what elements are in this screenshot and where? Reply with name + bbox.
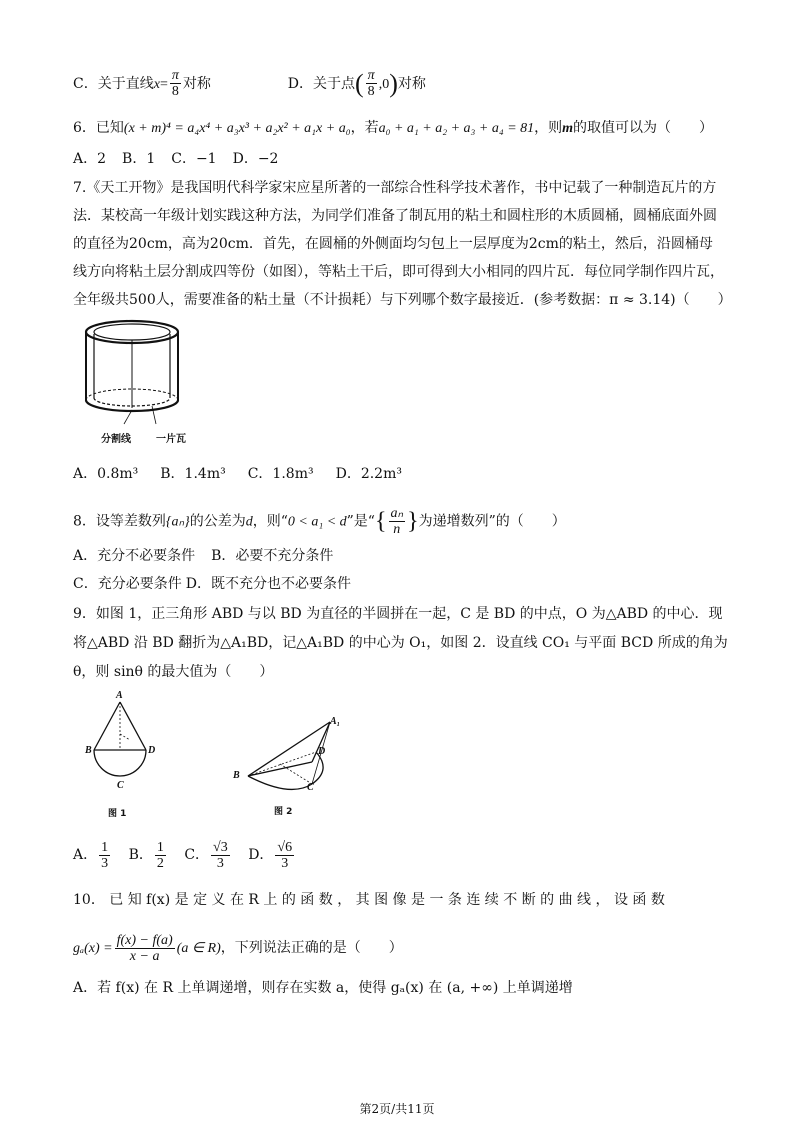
q9-fig1-label-b: B [85, 745, 92, 756]
q10-stem-line-1: 10． 已 知 f(x) 是 定 义 在 R 上 的 函 数 ， 其 图 像 是 一 条 连 续 不 断 的 曲 线 ， 设 函 数 [73, 892, 665, 908]
q9-option-a-letter: A． [73, 847, 98, 863]
q5-option-d-frac-den: 8 [367, 84, 375, 99]
q9-option-b [129, 838, 168, 872]
q9-option-b-letter: B． [128, 847, 153, 863]
q8-fraction [389, 506, 406, 537]
q9-option-b-den: 2 [156, 855, 164, 871]
q6-stem-end: 的取值可以为（ ） [573, 120, 714, 136]
q5-option-c-fraction [170, 68, 181, 99]
q7-option-b: B．1.4m³ [160, 466, 226, 482]
q6-options [73, 149, 294, 169]
page-footer: 第2页/共11页 [359, 1102, 435, 1116]
q9-stem-line-3: θ，则 sinθ 的最大值为（ ） [73, 664, 274, 680]
q5-option-c-var: x [153, 76, 160, 92]
q5-option-d-tail: ,0 [378, 76, 390, 92]
q9-option-c-num: √3 [213, 839, 228, 855]
q8-option-d: D．既不充分也不必要条件 [185, 576, 351, 592]
q8-frac-num: aₙ [390, 506, 404, 521]
q9-fig2-label-d: D [318, 746, 326, 757]
q7-figure-caption-split-line: 分割线 [101, 434, 131, 445]
q9-fig2-caption: 图 2 [274, 807, 293, 817]
q9-option-a [73, 838, 112, 872]
q7-cylinder-figure [80, 312, 190, 432]
q8-condition: 0 < a₁ < d [287, 514, 347, 530]
q7-stem-line-4: 线方向将粘土层分割成四等份（如图），等粘土干后，即可得到大小相同的四片瓦．每位同学制作四片瓦， [73, 264, 724, 280]
q6-stem-prefix: 6．已知 [73, 120, 124, 136]
q7-options [73, 464, 418, 484]
q7-stem-line-2: 法．某校高一年级计划实践这种方法，为同学们准备了制瓦用的粘土和圆柱形的木质圆桶，圆桶底面外圆 [73, 208, 717, 224]
q5-option-d-suffix: 对称 [397, 75, 426, 92]
q8-stem-c: ，则“ [252, 513, 288, 530]
q7-option-a: A．0.8m³ [73, 466, 139, 482]
q5-option-c [73, 68, 215, 99]
q10-g-lhs: gₐ(x) = [73, 941, 113, 956]
q9-figure-1 [82, 690, 172, 790]
q9-fig1-label-d: D [148, 745, 156, 756]
q7-option-c: C．1.8m³ [247, 466, 314, 482]
q10-g-fraction [115, 933, 175, 964]
q10-g-den: x − a [129, 948, 160, 964]
q5-option-c-eq: = [159, 76, 168, 92]
q9-option-d [248, 838, 296, 872]
q6-stem-mid: ，若 [350, 120, 379, 136]
q8-option-c: C．充分必要条件 [73, 576, 182, 592]
q6-expression: (x + m)⁴ = a₄x⁴ + a₃x³ + a₂x² + a₁x + a₀ [123, 121, 351, 136]
q7-stem-line-1: 7.《天工开物》是我国明代科学家宋应星所著的一部综合性科学技术著作，书中记载了一种制造瓦片的方 [73, 180, 717, 196]
q9-fig1-label-a: A [116, 690, 123, 701]
q5-option-c-suffix: 对称 [182, 75, 211, 92]
q9-stem-line-1: 9．如图 1，正三角形 ABD 与以 BD 为直径的半圆拼在一起，C 是 BD 的中点，O 为△ABD 的中心．现 [73, 606, 723, 622]
q7-stem-line-3: 的直径为20cm，高为20cm．首先，在圆桶的外侧面均匀包上一层厚度为2cm的粘土，然后，沿圆桶母 [73, 236, 713, 252]
q9-option-c-letter: C． [184, 847, 210, 863]
q8-stem-b: 的公差为 [189, 513, 246, 530]
q5-option-c-frac-num: π [171, 68, 179, 83]
q8-stem-a: 8．设等差数列 [73, 513, 166, 530]
q9-fig1-label-c: C [117, 780, 124, 791]
q9-fig2-label-a1: A₁ [330, 716, 341, 727]
q9-fig2-label-c: C [307, 782, 314, 793]
q9-option-b-num: 1 [156, 839, 164, 855]
q9-fig1-caption: 图 1 [108, 809, 127, 819]
q5-options-row [73, 68, 426, 99]
q9-figure-2 [240, 718, 340, 798]
q9-option-a-num: 1 [101, 839, 109, 855]
q8-d-var: d [245, 514, 253, 530]
q8-option-a: A．充分不必要条件 [73, 548, 196, 564]
q10-stem-line-2 [73, 930, 403, 967]
q6-m-var: m [562, 121, 574, 136]
q9-option-d-letter: D． [248, 847, 274, 863]
q6-option-b: B．1 [122, 151, 156, 167]
q7-figure-caption-tile: 一片瓦 [156, 434, 186, 445]
q6-option-a: A．2 [73, 151, 107, 167]
q9-option-d-num: √6 [277, 839, 293, 855]
q9-options [73, 838, 312, 872]
q6-option-c: C．−1 [171, 151, 217, 167]
q5-option-c-prefix: C．关于直线 [73, 75, 154, 92]
q8-options-row-2 [73, 574, 367, 594]
q5-option-d-frac-num: π [367, 68, 375, 83]
q5-option-c-frac-den: 8 [171, 84, 179, 99]
q8-sequence: {aₙ} [165, 514, 190, 530]
q6-stem-suffix: ，则 [534, 120, 563, 136]
q10-stem-suffix: ，下列说法正确的是（ ） [220, 940, 403, 956]
q6-stem [73, 118, 713, 139]
q9-option-a-den: 3 [101, 855, 109, 871]
q8-option-b: B．必要不充分条件 [211, 548, 334, 564]
q10-g-num: f(x) − f(a) [116, 932, 173, 948]
q8-options-row-1 [73, 546, 349, 566]
q9-fig2-label-b: B [233, 770, 240, 781]
q10-option-a: A．若 f(x) 在 R 上单调递增，则存在实数 a，使得 gₐ(x) 在 (a, +∞) 上单调递增 [73, 980, 573, 996]
q8-stem-e: 为递增数列”的（ ） [418, 513, 566, 530]
q9-option-d-den: 3 [281, 855, 289, 871]
q7-option-d: D．2.2m³ [335, 466, 402, 482]
q10-g-domain: (a ∈ R) [176, 941, 221, 956]
q9-option-c-den: 3 [216, 855, 224, 871]
q5-option-d-fraction [366, 68, 377, 99]
q5-option-d-prefix: D．关于点 [287, 75, 355, 92]
q8-stem: 8．设等差数列{aₙ}的公差为d，则“0 < a₁ < d”是“{ $\frac{\text{aₙ}}{n}$ }为递增数列”的（ ） [73, 506, 566, 537]
q6-condition: a₀ + a₁ + a₂ + a₃ + a₄ = 81 [378, 121, 535, 136]
q5-option-d: D．关于点( $\frac{\pi}{8}$ ,0)对称 [287, 68, 426, 99]
q6-option-d: D．−2 [232, 151, 279, 167]
q9-stem-line-2: 将△ABD 沿 BD 翻折为△A₁BD，记△A₁BD 的中心为 O₁，如图 2．设直线 CO₁ 与平面 BCD 所成的角为 [73, 635, 728, 651]
q8-frac-den: n [393, 522, 401, 537]
q9-option-c [184, 838, 231, 872]
q7-stem-line-5: 全年级共500人，需要准备的粘土量（不计损耗）与下列哪个数字最接近．(参考数据：π ≈ 3.14)（ ） [73, 292, 732, 308]
q8-stem-d: ”是“ [346, 513, 375, 530]
